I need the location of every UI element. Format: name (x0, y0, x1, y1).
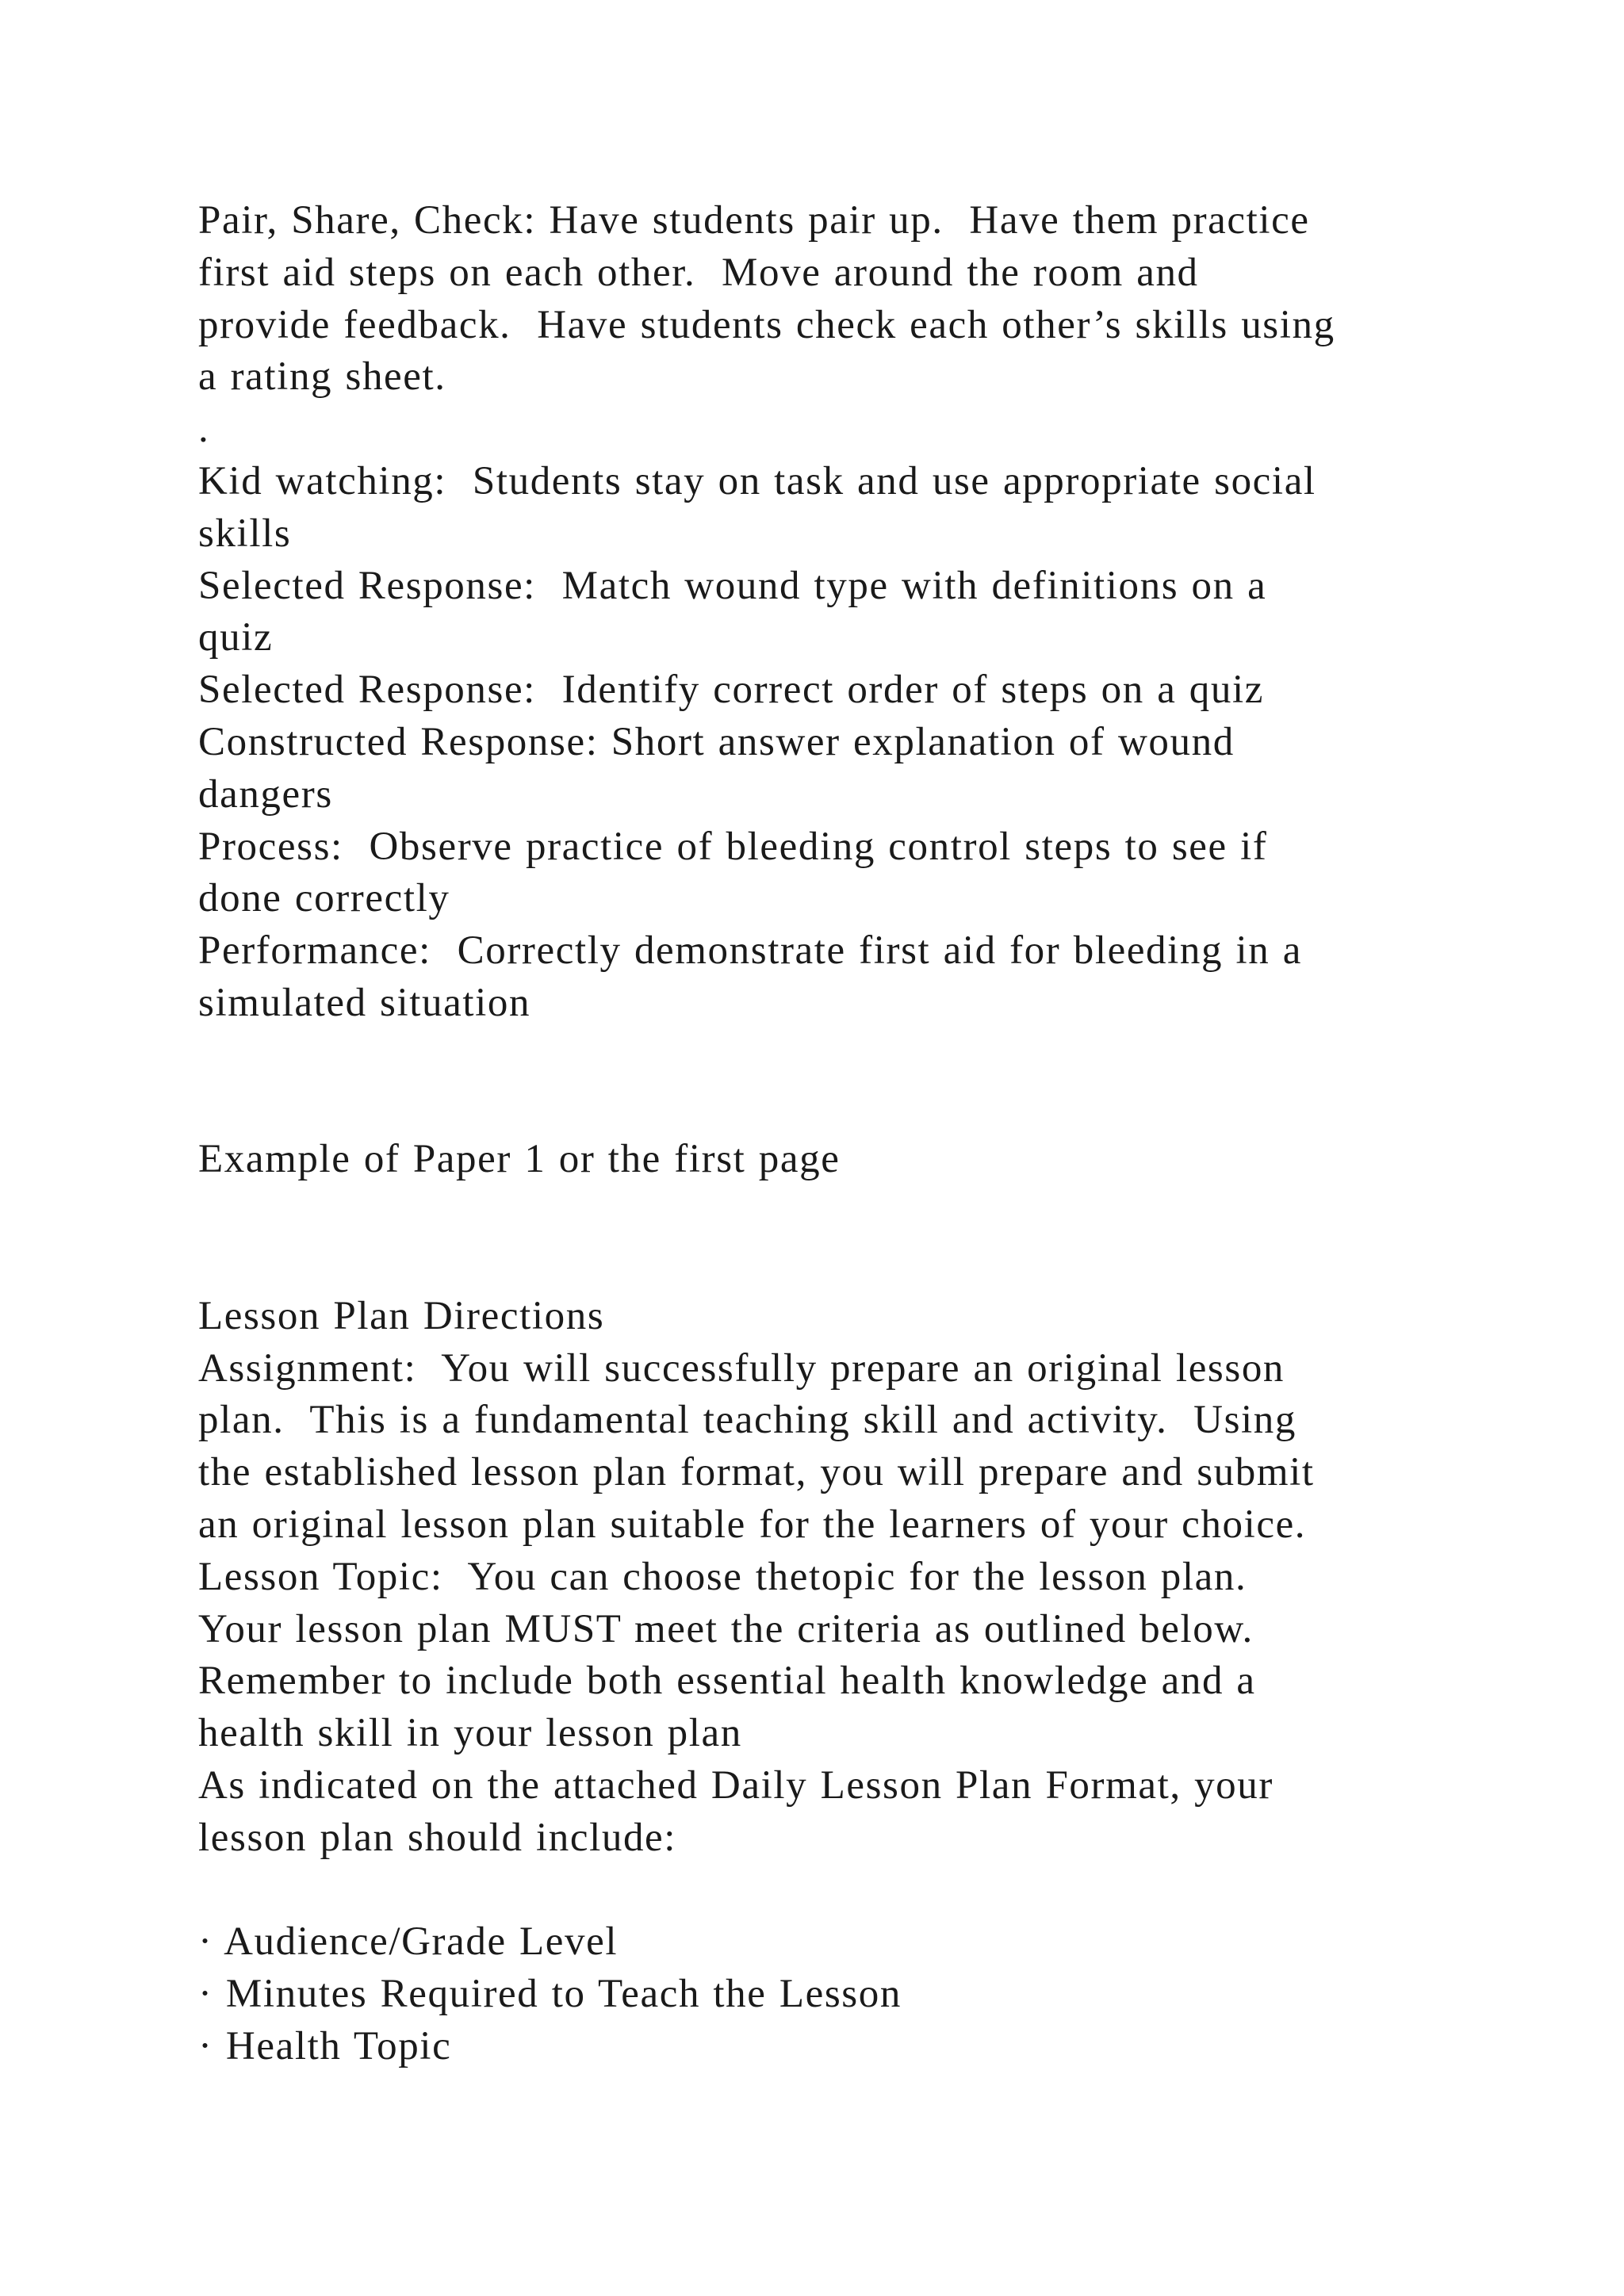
text-line: plan. This is a fundamental teaching skill and activity. Using (198, 1398, 1297, 1443)
text-line: Constructed Response: Short answer explanation of wound (198, 719, 1235, 764)
blank-line (198, 1030, 1499, 1082)
text-line: Process: Observe practice of bleeding control steps to see if (198, 824, 1268, 869)
text-line: a rating sheet. (198, 354, 446, 400)
blank-line (198, 1865, 1499, 1917)
text-line: As indicated on the attached Daily Lesson Plan Format, your (198, 1762, 1274, 1808)
text-line: Selected Response: Match wound type with definitions on a (198, 563, 1267, 608)
blank-line (198, 1238, 1499, 1291)
assessment-section (198, 195, 1499, 1030)
directions-section (198, 1343, 1499, 1865)
blank-line (198, 1186, 1499, 1238)
text-line: Remember to include both essential health knowledge and a (198, 1659, 1256, 1704)
text-line: provide feedback. Have students check each other’s skills using (198, 302, 1335, 347)
text-line: Performance: Correctly demonstrate first aid for bleeding in a (198, 928, 1302, 974)
list-item: · Audience/Grade Level (198, 1919, 619, 1965)
text-line: Your lesson plan MUST meet the criteria as outlined below. (198, 1606, 1254, 1651)
text-line: quiz (198, 615, 274, 660)
text-line: Assignment: You will successfully prepare an original lesson (198, 1345, 1285, 1391)
text-line: health skill in your lesson plan (198, 1711, 742, 1756)
text-line: simulated situation (198, 980, 531, 1025)
text-line: done correctly (198, 876, 450, 921)
list-item: · Minutes Required to Teach the Lesson (198, 1972, 902, 2017)
text-line: . (198, 407, 210, 452)
blank-line (198, 1082, 1499, 1135)
text-line: the established lesson plan format, you will prepare and submit (198, 1450, 1315, 1495)
text-line: skills (198, 511, 292, 556)
document-body (198, 195, 1499, 2073)
text-line: Selected Response: Identify correct order of steps on a quiz (198, 668, 1265, 713)
directions-title: Lesson Plan Directions (198, 1293, 605, 1338)
text-line: dangers (198, 771, 333, 817)
text-line: Pair, Share, Check: Have students pair up. Have them practice (198, 198, 1310, 243)
list-item: · Health Topic (198, 2023, 452, 2068)
text-line: Kid watching: Students stay on task and use appropriate social (198, 458, 1316, 503)
criteria-list (198, 1916, 1499, 2072)
text-line: Lesson Topic: You can choose thetopic for the lesson plan. (198, 1554, 1247, 1599)
text-line: an original lesson plan suitable for the learners of your choice. (198, 1502, 1307, 1547)
text-line: lesson plan should include: (198, 1815, 677, 1860)
text-line: first aid steps on each other. Move around the room and (198, 250, 1199, 295)
example-heading: Example of Paper 1 or the first page (198, 1137, 841, 1182)
